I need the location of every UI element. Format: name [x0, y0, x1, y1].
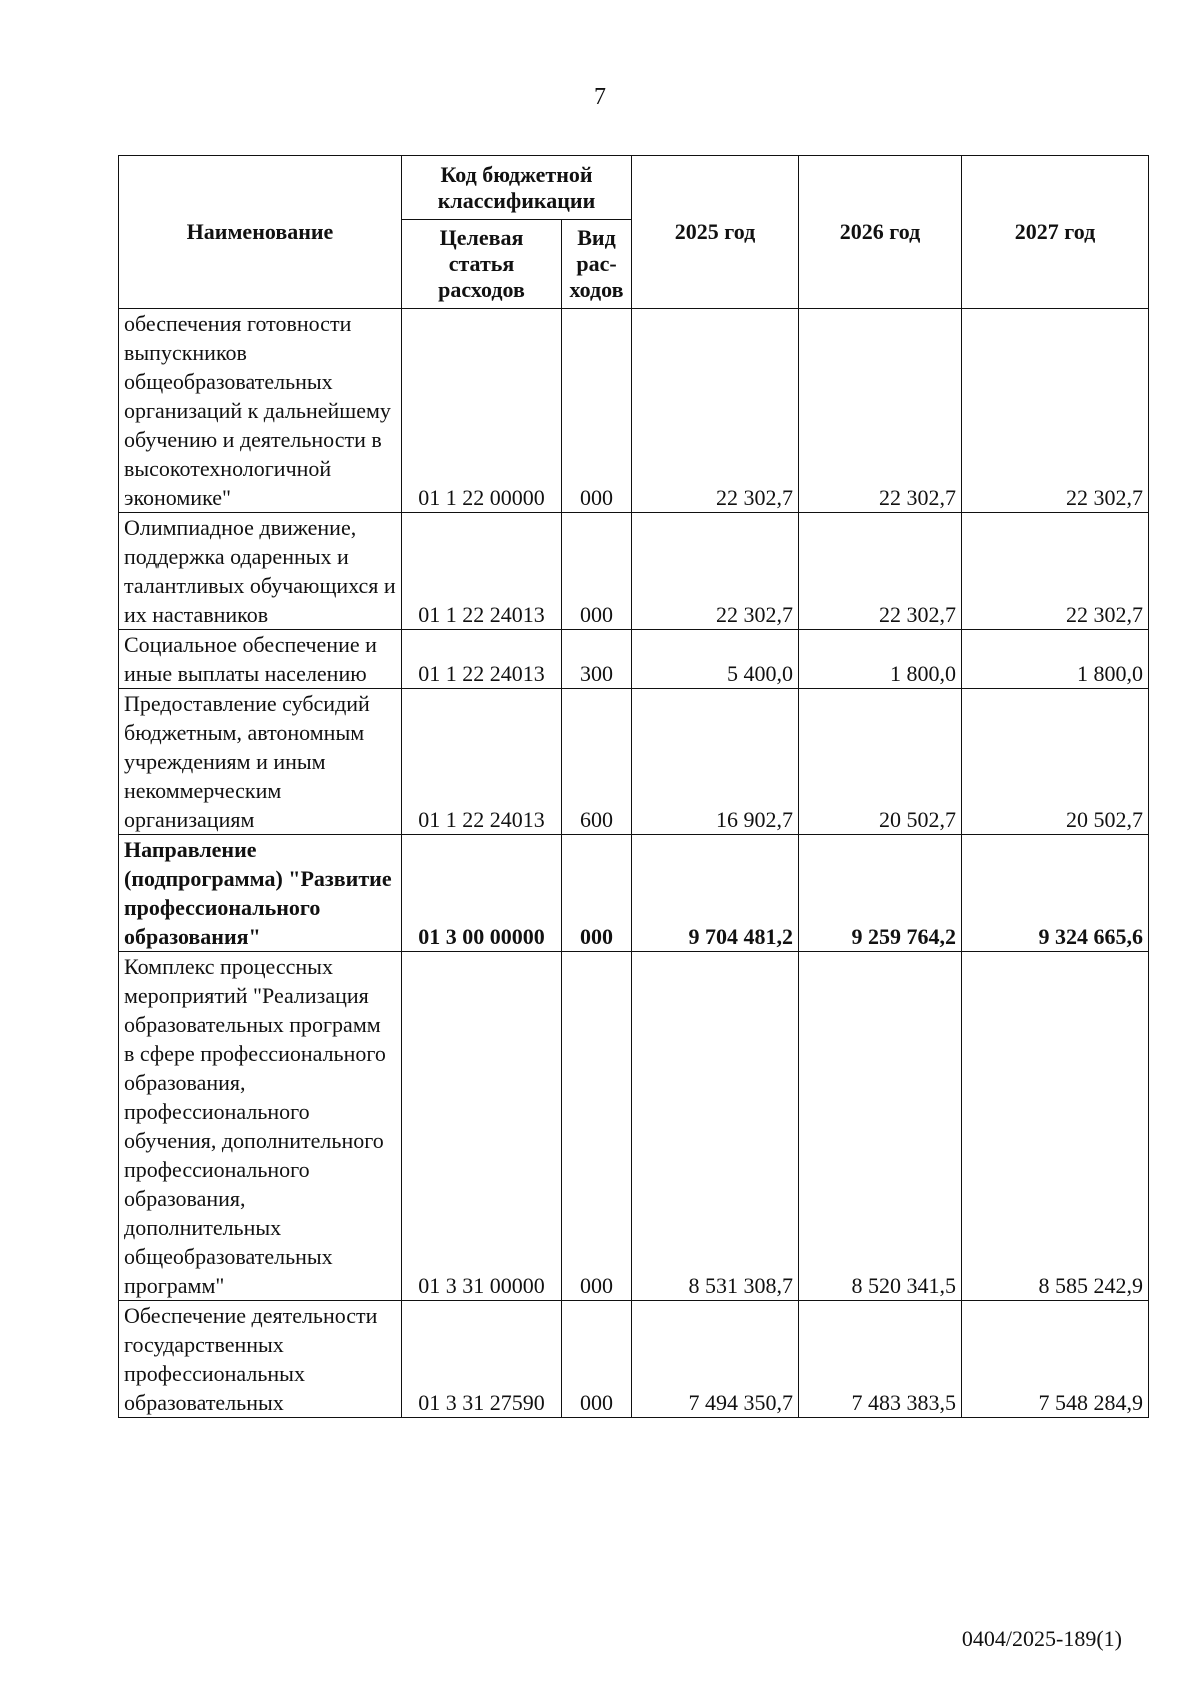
row-value-2025: 22 302,7	[632, 513, 799, 630]
row-name: Комплекс процессных мероприятий "Реализация образовательных программ в сфере профессионального образования, профессионального обучения, дополнительного профессионального образования, дополнительных общеобразовательных программ"	[119, 952, 402, 1301]
row-value-2025: 8 531 308,7	[632, 952, 799, 1301]
row-name: Социальное обеспечение и иные выплаты населению	[119, 630, 402, 689]
header-name: Наименование	[119, 156, 402, 309]
row-expense-kind: 000	[562, 835, 632, 952]
table-row	[119, 513, 1149, 630]
table-row	[119, 952, 1149, 1301]
row-expense-kind: 000	[562, 309, 632, 513]
row-target-code: 01 1 22 24013	[402, 630, 562, 689]
row-target-code: 01 1 22 24013	[402, 689, 562, 835]
header-2026: 2026 год	[799, 156, 962, 309]
row-name: Олимпиадное движение, поддержка одаренных и талантливых обучающихся и их наставников	[119, 513, 402, 630]
row-target-code: 01 3 31 27590	[402, 1301, 562, 1418]
row-target-code: 01 3 31 00000	[402, 952, 562, 1301]
table-row	[119, 630, 1149, 689]
row-target-code: 01 3 00 00000	[402, 835, 562, 952]
table-row-subprogram	[119, 835, 1149, 952]
table-row	[119, 1301, 1149, 1418]
table-row	[119, 309, 1149, 513]
table-header-row-1	[119, 156, 1149, 220]
budget-table	[118, 155, 1149, 1418]
row-value-2027: 1 800,0	[962, 630, 1149, 689]
row-value-2025: 9 704 481,2	[632, 835, 799, 952]
row-value-2027: 7 548 284,9	[962, 1301, 1149, 1418]
header-expense-kind: Вид рас-ходов	[562, 220, 632, 309]
row-expense-kind: 600	[562, 689, 632, 835]
row-expense-kind: 000	[562, 1301, 632, 1418]
row-value-2027: 20 502,7	[962, 689, 1149, 835]
table-row	[119, 689, 1149, 835]
row-target-code: 01 1 22 24013	[402, 513, 562, 630]
row-value-2026: 7 483 383,5	[799, 1301, 962, 1418]
row-value-2027: 22 302,7	[962, 513, 1149, 630]
row-expense-kind: 300	[562, 630, 632, 689]
row-value-2026: 22 302,7	[799, 309, 962, 513]
page-number: 7	[594, 84, 606, 110]
row-target-code: 01 1 22 00000	[402, 309, 562, 513]
row-value-2026: 1 800,0	[799, 630, 962, 689]
row-value-2025: 7 494 350,7	[632, 1301, 799, 1418]
document-registration-code: 0404/2025-189(1)	[961, 1626, 1122, 1651]
row-value-2026: 22 302,7	[799, 513, 962, 630]
row-expense-kind: 000	[562, 952, 632, 1301]
header-code-group: Код бюджетной классификации	[402, 156, 632, 220]
row-value-2027: 9 324 665,6	[962, 835, 1149, 952]
row-expense-kind: 000	[562, 513, 632, 630]
row-name: Направление (подпрограмма) "Развитие профессионального образования"	[119, 835, 402, 952]
row-name: обеспечения готовности выпускников общеобразовательных организаций к дальнейшему обучению и деятельности в высокотехнологичной экономике"	[119, 309, 402, 513]
header-target-article: Целевая статья расходов	[402, 220, 562, 309]
row-name: Обеспечение деятельности государственных профессиональных образовательных	[119, 1301, 402, 1418]
row-value-2026: 8 520 341,5	[799, 952, 962, 1301]
row-value-2027: 8 585 242,9	[962, 952, 1149, 1301]
header-2025: 2025 год	[632, 156, 799, 309]
row-value-2025: 16 902,7	[632, 689, 799, 835]
row-value-2026: 20 502,7	[799, 689, 962, 835]
row-value-2026: 9 259 764,2	[799, 835, 962, 952]
header-2027: 2027 год	[962, 156, 1149, 309]
row-name: Предоставление субсидий бюджетным, автономным учреждениям и иным некоммерческим организациям	[119, 689, 402, 835]
row-value-2025: 5 400,0	[632, 630, 799, 689]
row-value-2025: 22 302,7	[632, 309, 799, 513]
row-value-2027: 22 302,7	[962, 309, 1149, 513]
